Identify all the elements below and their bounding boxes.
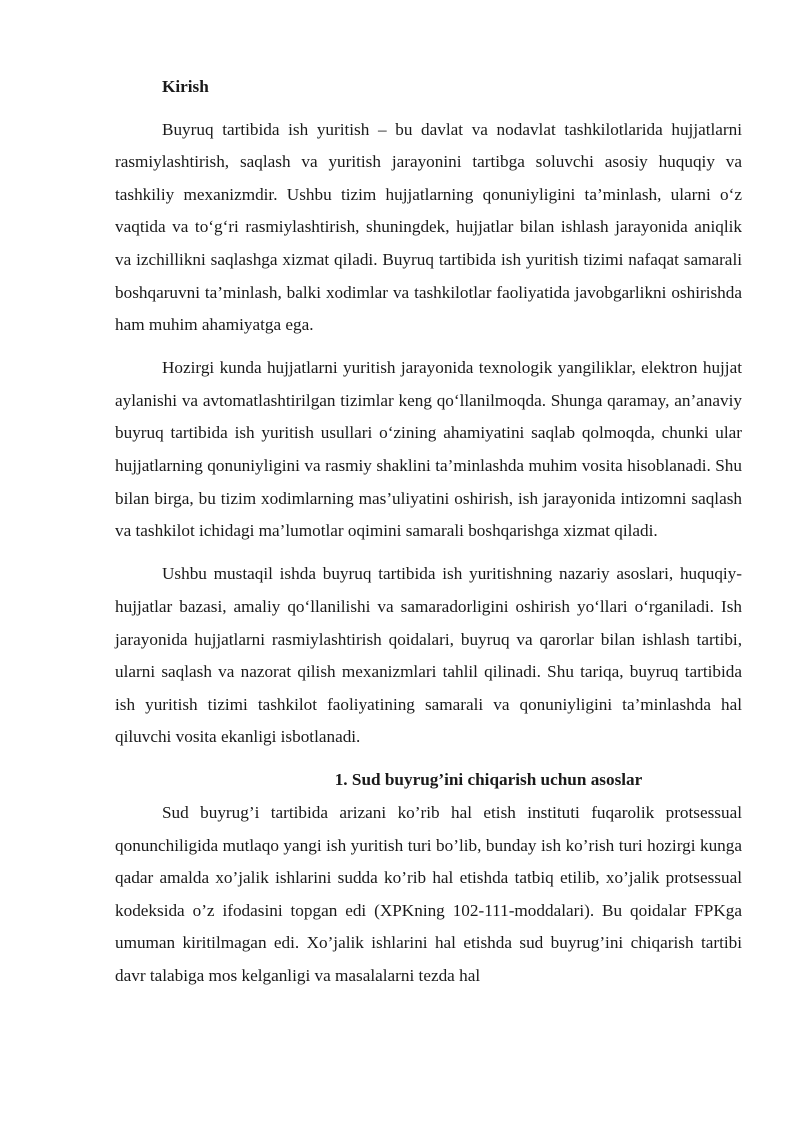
intro-paragraph-2: Hozirgi kunda hujjatlarni yuritish jarayonida texnologik yangiliklar, elektron hujjat aylanishi va avtomatlashtirilgan tizimlar keng qo‘llanilmoqda. Shunga qaramay, an’anaviy buyruq tartibida ish yuritish usullari o‘zining ahamiyatini saqlab qolmoqda, chunki ular hujjatlarning qonuniyligini va rasmiy shaklini ta’minlashda muhim vosita hisoblanadi. Shu bilan birga, bu tizim xodimlarning mas’uliyatini oshirish, ish jarayonida intizomni saqlash va tashkilot ichidagi ma’lumotlar oqimini samarali boshqarishga xizmat qiladi. [115, 358, 742, 541]
intro-paragraph-1: Buyruq tartibida ish yuritish – bu davlat va nodavlat tashkilotlarida hujjatlarni rasmiylashtirish, saqlash va yuritish jarayonini tartibga soluvchi asosiy huquqiy va tashkiliy mexanizmdir. Ushbu tizim hujjatlarning qonuniyligini ta’minlash, ularni o‘z vaqtida va to‘g‘ri rasmiylashtirish, shuningdek, hujjatlar bilan ishlash jarayonida aniqlik va izchillikni saqlashga xizmat qiladi. Buyruq tartibida ish yuritish tizimi nafaqat samarali boshqaruvni ta’minlash, balki xodimlar va tashkilotlar faoliyatida javobgarlikni oshirishda ham muhim ahamiyatga ega. [115, 119, 742, 335]
document-body [115, 71, 742, 993]
section-1-paragraph: Sud buyrug’i tartibida arizani ko’rib hal etish instituti fuqarolik protsessual qonunchiligida mutlaqo yangi ish yuritish turi bo’lib, bunday ish ko’rish turi hozirgi kunga qadar amalda xo’jalik ishlarini sudda ko’rib hal etishda tatbiq etilib, xo’jalik protsessual kodeksida o’z ifodasini topgan edi (XPKning 102-111-moddalari). Bu qoidalar FPKga umuman kiritilmagan edi. Xo’jalik ishlarini hal etishda sud buyrug’ini chiqarish tartibi davr talabiga mos kelganligi va masalalarni tezda hal [115, 802, 742, 985]
section-1-title: 1. Sud buyrug’ini chiqarish uchun asoslar [334, 770, 643, 790]
intro-heading: Kirish [162, 77, 209, 96]
intro-paragraph-3: Ushbu mustaqil ishda buyruq tartibida ish yuritishning nazariy asoslari, huquqiy-hujjatlar bazasi, amaliy qo‘llanilishi va samaradorligini oshirish yo‘llari o‘rganiladi. Ish jarayonida hujjatlarni rasmiylashtirish qoidalari, buyruq va qarorlar bilan ishlash tartibi, ularni saqlash va nazorat qilish mexanizmlari tahlil qilinadi. Shu tariqa, buyruq tartibida ish yuritish tizimi tashkilot faoliyatining samarali va qonuniyligini ta’minlashda hal qiluvchi vosita ekanligi isbotlanadi. [115, 564, 742, 747]
